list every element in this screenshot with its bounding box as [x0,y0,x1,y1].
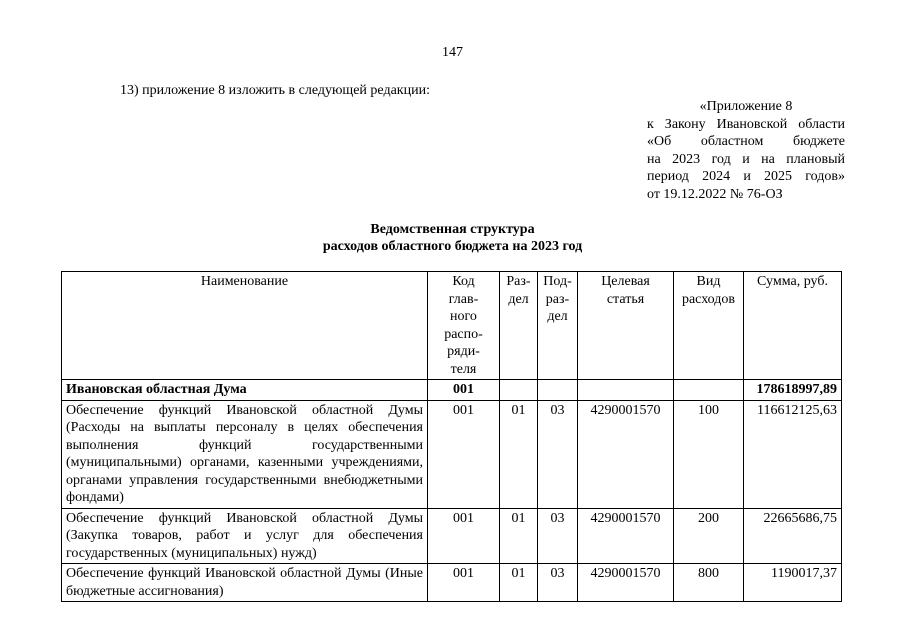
row-subsection: 03 [538,400,578,508]
row-type: 100 [674,400,744,508]
row-target: 4290001570 [578,400,674,508]
row-target: 4290001570 [578,564,674,602]
row-target: 4290001570 [578,508,674,564]
header-line: Код [452,274,475,289]
header-line: Раз- [506,274,531,289]
row-code: 001 [428,400,500,508]
table-header-row [62,272,842,380]
row-name: Обеспечение функций Ивановской областной Думы (Расходы на выплаты персоналу в целях обеспечения выполнения функций государственными (муниципальными) органами, казенными учреждениями, органами управления государственными внебюджетными фондами) [62,400,428,508]
header-section [500,272,538,380]
header-line: Целевая [601,274,650,289]
header-line: раз- [545,291,570,307]
row-type [674,380,744,401]
header-line: статья [606,291,645,307]
header-line: глав- [448,291,479,307]
table-row [62,380,842,401]
header-line: расходов [681,291,736,307]
table-row [62,400,842,508]
header-line: дел [547,309,568,324]
row-section: 01 [500,508,538,564]
header-type [674,272,744,380]
appendix-header [647,98,845,203]
row-type: 800 [674,564,744,602]
row-amount: 22665686,75 [744,508,842,564]
header-line: распо- [444,326,483,342]
intro-text: 13) приложение 8 изложить в следующей редакции: [120,83,430,98]
appendix-line: «Приложение 8 [699,99,793,114]
appendix-line: период 2024 и 2025 годов» [647,169,845,184]
row-name: Обеспечение функций Ивановской областной Думы (Иные бюджетные ассигнования) [62,564,428,602]
table-row [62,508,842,564]
header-line: теля [450,361,477,377]
header-line: дел [508,291,529,307]
row-section: 01 [500,400,538,508]
row-amount: 1190017,37 [744,564,842,602]
appendix-line: «Об областном бюджете [647,134,845,149]
appendix-line: от 19.12.2022 № 76-ОЗ [647,186,783,202]
header-line: Вид [696,274,721,289]
header-line: Под- [543,274,572,289]
row-type: 200 [674,508,744,564]
row-subsection [538,380,578,401]
row-section: 01 [500,564,538,602]
row-amount: 178618997,89 [744,380,842,401]
document-title-line: расходов областного бюджета на 2023 год [322,239,583,254]
row-amount: 116612125,63 [744,400,842,508]
row-subsection: 03 [538,508,578,564]
row-code: 001 [428,380,500,401]
row-name: Ивановская областная Дума [62,380,428,401]
header-line: ного [450,309,477,324]
header-code [428,272,500,380]
page-number: 147 [442,45,463,60]
header-target [578,272,674,380]
appendix-line: к Закону Ивановской области [647,116,845,132]
table-row [62,564,842,602]
header-line: ряди- [447,344,480,359]
row-code: 001 [428,564,500,602]
row-section [500,380,538,401]
header-name: Наименование [62,272,428,380]
appendix-line: на 2023 год и на плановый [647,151,845,167]
row-code: 001 [428,508,500,564]
header-amount: Сумма, руб. [744,272,842,380]
header-subsection [538,272,578,380]
document-title [0,221,905,255]
row-target [578,380,674,401]
budget-table [61,271,842,602]
row-subsection: 03 [538,564,578,602]
row-name: Обеспечение функций Ивановской областной Думы (Закупка товаров, работ и услуг для обеспечения государственных (муниципальных) нужд) [62,508,428,564]
document-title-line: Ведомственная структура [370,222,535,237]
